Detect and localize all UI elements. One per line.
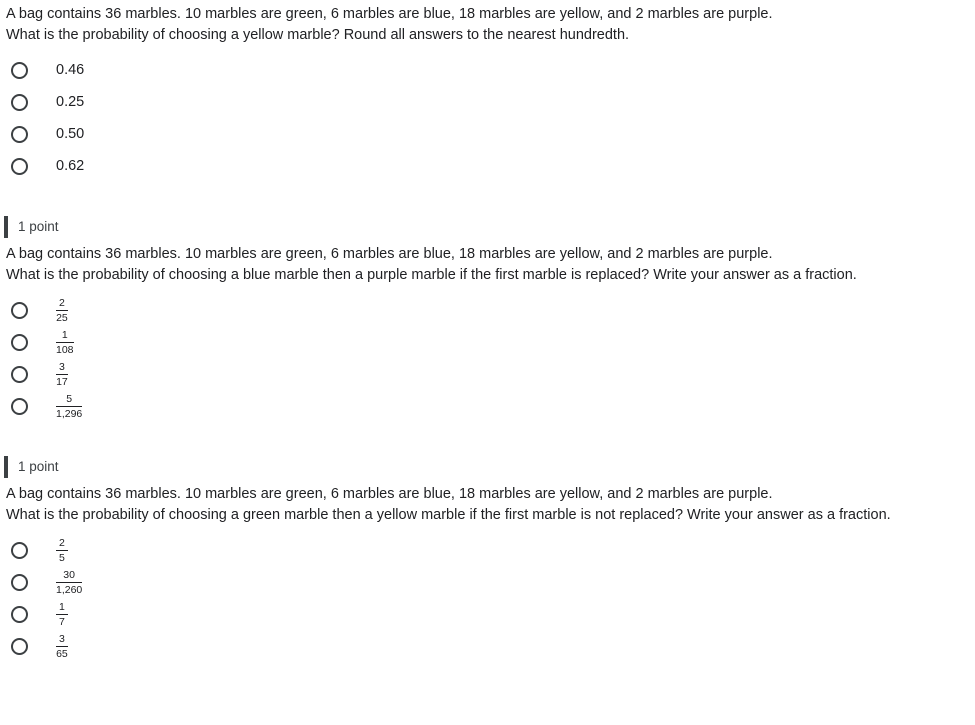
option-row[interactable] [4,150,967,182]
option-label: 0.50 [56,126,85,142]
option-row[interactable] [4,358,967,390]
question-block-3 [0,456,975,662]
question-separator [0,422,975,456]
points-accent-bar [4,216,8,238]
option-row[interactable] [4,294,967,326]
option-row[interactable] [4,326,967,358]
options-list-1 [4,54,967,182]
option-label: 0.46 [56,62,85,78]
option-row[interactable] [4,118,967,150]
radio-button-icon[interactable] [11,334,28,351]
option-fraction [56,537,68,564]
option-label: 0.25 [56,94,85,110]
question-prompt-2 [4,244,967,286]
radio-button-icon[interactable] [11,62,28,79]
options-list-3 [4,534,967,662]
option-row[interactable] [4,566,967,598]
option-row[interactable] [4,598,967,630]
option-fraction [56,633,68,660]
option-fraction [56,297,68,324]
prompt-line: What is the probability of choosing a blue marble then a purple marble if the first marble is replaced? Write your answer as a fraction. [6,267,857,283]
fraction-denominator: 7 [59,615,65,628]
radio-button-icon[interactable] [11,126,28,143]
radio-button-icon[interactable] [11,366,28,383]
option-row[interactable] [4,630,967,662]
radio-button-icon[interactable] [11,606,28,623]
option-row[interactable] [4,390,967,422]
question-prompt-3 [4,484,967,526]
question-block-2 [0,216,975,422]
option-label: 0.62 [56,158,85,174]
fraction-numerator: 5 [56,393,82,407]
fraction-denominator: 1,296 [56,407,83,420]
option-fraction [56,393,82,420]
prompt-line: What is the probability of choosing a yellow marble? Round all answers to the nearest hundredth. [6,27,630,43]
fraction-denominator: 65 [56,647,68,660]
prompt-line: A bag contains 36 marbles. 10 marbles are green, 6 marbles are blue, 18 marbles are yellow, and 2 marbles are purple. [6,6,773,22]
fraction-numerator: 3 [56,633,68,647]
fraction-numerator: 1 [56,329,74,343]
prompt-line: A bag contains 36 marbles. 10 marbles are green, 6 marbles are blue, 18 marbles are yellow, and 2 marbles are purple. [6,246,773,262]
question-block-1 [0,4,975,182]
points-row-3 [4,456,967,478]
radio-button-icon[interactable] [11,398,28,415]
fraction-denominator: 17 [56,375,68,388]
option-row[interactable] [4,54,967,86]
fraction-denominator: 25 [56,311,68,324]
fraction-denominator: 1,260 [56,583,83,596]
option-row[interactable] [4,86,967,118]
option-row[interactable] [4,534,967,566]
option-fraction [56,361,68,388]
points-label: 1 point [18,459,59,474]
fraction-denominator: 108 [56,343,74,356]
points-row-2 [4,216,967,238]
fraction-numerator: 2 [56,537,68,551]
fraction-denominator: 5 [59,551,65,564]
option-fraction [56,601,68,628]
fraction-numerator: 30 [56,569,82,583]
prompt-line: What is the probability of choosing a green marble then a yellow marble if the first marble is not replaced? Write your answer as a fraction. [6,507,891,523]
fraction-numerator: 1 [56,601,68,615]
fraction-numerator: 3 [56,361,68,375]
radio-button-icon[interactable] [11,638,28,655]
radio-button-icon[interactable] [11,542,28,559]
options-list-2 [4,294,967,422]
points-label: 1 point [18,219,59,234]
radio-button-icon[interactable] [11,302,28,319]
prompt-line: A bag contains 36 marbles. 10 marbles are green, 6 marbles are blue, 18 marbles are yellow, and 2 marbles are purple. [6,486,773,502]
radio-button-icon[interactable] [11,158,28,175]
option-fraction [56,569,82,596]
option-fraction [56,329,74,356]
fraction-numerator: 2 [56,297,68,311]
points-accent-bar [4,456,8,478]
question-prompt-1 [4,4,967,46]
radio-button-icon[interactable] [11,574,28,591]
question-separator [0,182,975,216]
radio-button-icon[interactable] [11,94,28,111]
